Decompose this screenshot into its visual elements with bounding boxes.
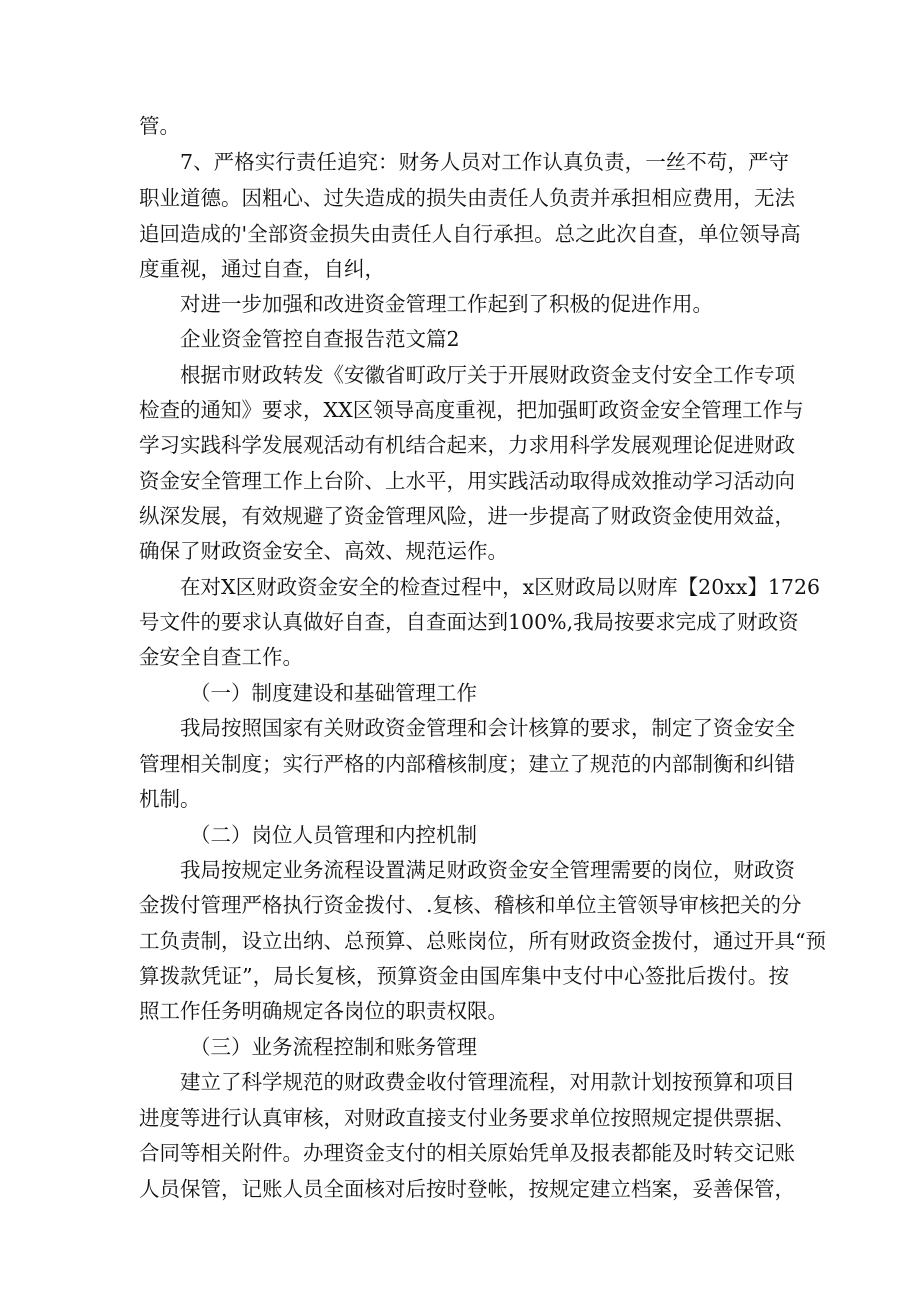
- body-text-line: 确保了财政资金安全、高效、规范运作。: [139, 539, 508, 563]
- body-text-line: 职业道德。因粗心、过失造成的损失由责任人负责并承担相应费用，无法: [139, 186, 795, 210]
- body-text-line: 度重视，通过自查，自纠，: [139, 257, 385, 281]
- body-text-line: 工负责制，设立出纳、总预算、总账岗位，所有财政资金拨付，通过开具“预: [139, 929, 826, 953]
- body-text-line: 对进一步加强和改进资金管理工作起到了积极的促进作用。: [180, 292, 713, 316]
- body-text-line: 根据市财政转发《安徽省町政厅关于开展财政资金支付安全工作专项: [180, 363, 795, 387]
- body-text-line: 建立了科学规范的财政费金收付管理流程，对用款计划按预算和项目: [180, 1070, 795, 1094]
- body-text-line: 照工作任务明确规定各岗位的职责权限。: [139, 999, 508, 1023]
- body-text-line: 学习实践科学发展观活动有机结合起来，力求用科学发展观理论促进财政: [139, 433, 795, 457]
- body-text-line: 在对X区财政资金安全的检查过程中，x区财政局以财库【20xx】1726: [180, 575, 821, 599]
- body-text-line: 我局按规定业务流程设置满足财政资金安全管理需要的岗位，财政资: [180, 858, 795, 882]
- body-text-line: 我局按照国家有关财政资金管理和会计核算的要求，制定了资金安全: [180, 716, 795, 740]
- body-text-line: 金安全自查工作。: [139, 645, 303, 669]
- body-text-line: 人员保管，记账人员全面核对后按时登帐，按规定建立档案，妥善保管，: [139, 1177, 795, 1201]
- body-text-line: 号文件的要求认真做好自查，自查面达到100%,我局按要求完成了财政资: [139, 610, 799, 634]
- subsection-heading: （一）制度建设和基础管理工作: [190, 681, 477, 705]
- body-text-line: 纵深发展，有效规避了资金管理风险，进一步提高了财政资金使用效益，: [139, 504, 795, 528]
- subsection-heading: （三）业务流程控制和账务管理: [190, 1035, 477, 1059]
- body-text-line: 机制。: [139, 787, 201, 811]
- body-text-line: 管。: [139, 114, 180, 138]
- body-text-line: 金拨付管理严格执行资金拨付、.复核、稽核和单位主管领导审核把关的分: [139, 893, 802, 917]
- body-text-line: 合同等相关附件。办理资金支付的相关原始凭单及报表都能及时转交记账: [139, 1141, 795, 1165]
- body-text-line: 检查的通知》要求，XX区领导高度重视，把加强町政资金安全管理工作与: [139, 398, 804, 422]
- section-heading: 企业资金管控自查报告范文篇2: [180, 327, 460, 351]
- body-text-line: 算拨款凭证”，局长复核，预算资金由国库集中支付中心签批后拨付。按: [139, 964, 789, 988]
- body-text-line: 管理相关制度；实行严格的内部稽核制度；建立了规范的内部制衡和纠错: [139, 752, 795, 776]
- body-text-line: 进度等进行认真审核，对财政直接支付业务要求单位按照规定提供票据、: [139, 1106, 795, 1130]
- body-text-line: 资金安全管理工作上台阶、上水平，用实践活动取得成效推动学习活动向: [139, 469, 795, 493]
- body-text-line: 追回造成的'全部资金损失由责任人自行承担。总之此次自查，单位领导高: [139, 222, 801, 246]
- subsection-heading: （二）岗位人员管理和内控机制: [190, 823, 477, 847]
- body-text-line: 7、严格实行责任追究：财务人员对工作认真负责，一丝不苟，严守: [180, 150, 789, 174]
